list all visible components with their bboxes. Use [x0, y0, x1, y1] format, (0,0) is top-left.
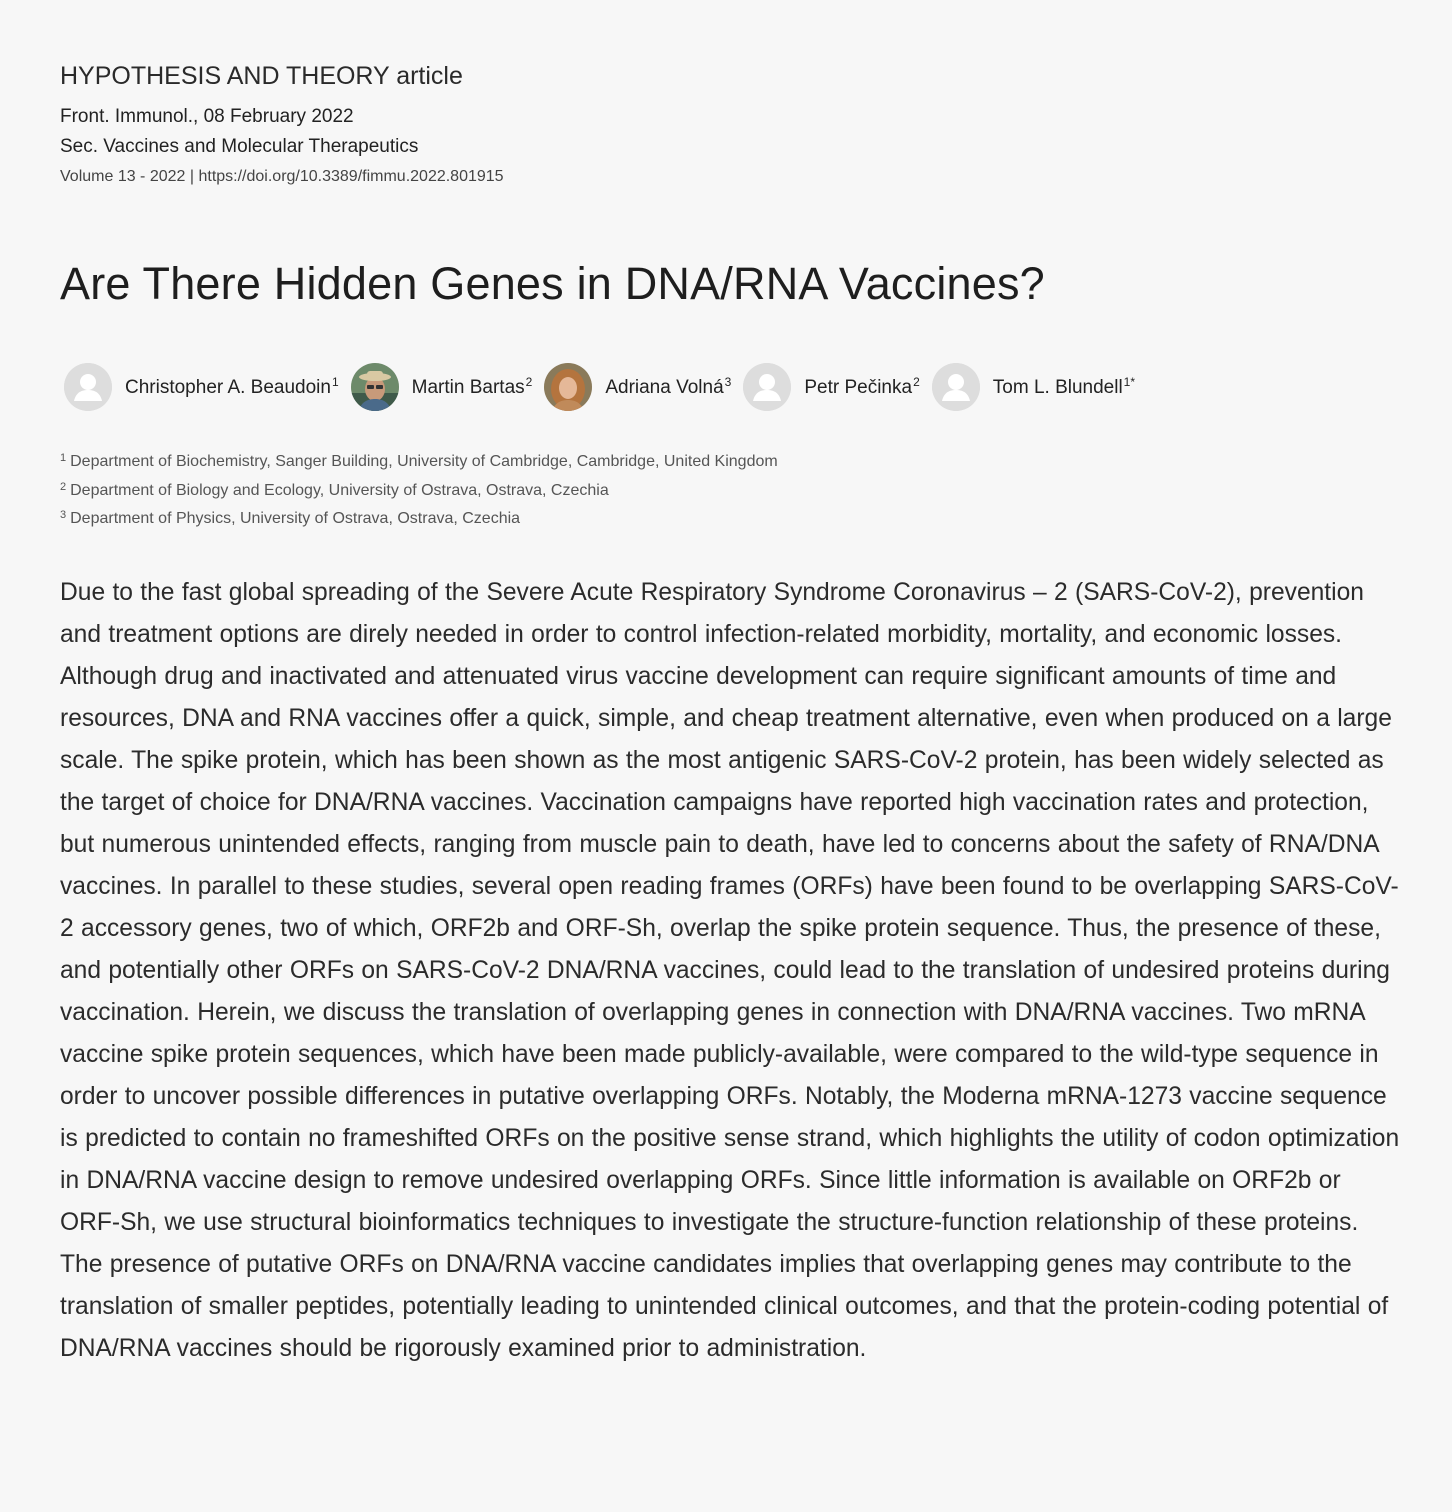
journal-date[interactable]: Front. Immunol., 08 February 2022	[60, 106, 354, 127]
photo-avatar	[544, 363, 592, 411]
author-name: Adriana Volná	[605, 377, 724, 398]
article-title: Are There Hidden Genes in DNA/RNA Vaccines?	[60, 258, 1045, 309]
author-name: Martin Bartas	[411, 377, 525, 398]
photo-avatar	[351, 363, 399, 411]
author-name: Petr Pečinka	[804, 377, 913, 398]
author-affil-sup: 2	[525, 375, 533, 389]
affiliation-text: Department of Biochemistry, Sanger Building, University of Cambridge, Cambridge, United Kingdom	[70, 453, 778, 470]
affiliation-item	[60, 475, 1405, 504]
affiliation-number: 2	[60, 480, 67, 493]
author-name: Christopher A. Beaudoin	[125, 377, 331, 398]
author-list	[64, 362, 1405, 412]
affiliation-list	[60, 446, 1405, 532]
affiliation-text: Department of Physics, University of Ostrava, Ostrava, Czechia	[70, 510, 521, 527]
author-pecinka[interactable]	[743, 363, 919, 411]
placeholder-avatar-icon	[743, 363, 791, 411]
author-affil-sup: 3	[724, 375, 732, 389]
author-affil-sup: 2	[913, 375, 920, 389]
article-header	[60, 58, 1405, 1370]
affiliation-number: 3	[60, 509, 67, 521]
author-blundell[interactable]	[932, 363, 1135, 411]
author-affil-sup: 1	[331, 375, 339, 389]
placeholder-avatar-icon	[932, 363, 980, 411]
author-beaudoin[interactable]	[64, 363, 339, 411]
placeholder-avatar-icon	[64, 363, 112, 411]
affiliation-item	[60, 446, 1405, 475]
article-type: HYPOTHESIS AND THEORY article	[60, 62, 463, 90]
journal-section[interactable]: Sec. Vaccines and Molecular Therapeutics	[60, 136, 419, 157]
abstract-text: Due to the fast global spreading of the Severe Acute Respiratory Syndrome Coronavirus – 2 (SARS-CoV-2), prevention and treatment options are direly needed in order to control infection-related morbidity, mortality, and economic losses. Although drug and inactivated and attenuated virus vaccine development can require significant amounts of time and resources, DNA and RNA vaccines offer a quick, simple, and cheap treatment alternative, even when produced on a large scale. The spike protein, which has been shown as the most antigenic SARS-CoV-2 protein, has been widely selected as the target of choice for DNA/RNA vaccines. Vaccination campaigns have reported high vaccination rates and protection, but numerous unintended effects, ranging from muscle pain to death, have led to concerns about the safety of RNA/DNA vaccines. In parallel to these studies, several open reading frames (ORFs) have been found to be overlapping SARS-CoV-2 accessory genes, two of which, ORF2b and ORF-Sh, overlap the spike protein sequence. Thus, the presence of these, and potentially other ORFs on SARS-CoV-2 DNA/RNA vaccines, could lead to the translation of undesired proteins during vaccination. Herein, we discuss the translation of overlapping genes in connection with DNA/RNA vaccines. Two mRNA vaccine spike protein sequences, which have been made publicly-available, were compared to the wild-type sequence in order to uncover possible differences in putative overlapping ORFs. Notably, the Moderna mRNA-1273 vaccine sequence is predicted to contain no frameshifted ORFs on the positive sense strand, which highlights the utility of codon optimization in DNA/RNA vaccine design to remove undesired overlapping ORFs. Since little information is available on ORF2b or ORF-Sh, we use structural bioinformatics techniques to investigate the structure-function relationship of these proteins. The presence of putative ORFs on DNA/RNA vaccine candidates implies that overlapping genes may contribute to the translation of smaller peptides, potentially leading to unintended clinical outcomes, and that the protein-coding potential of DNA/RNA vaccines should be rigorously examined prior to administration.	[60, 578, 1400, 1362]
volume-doi[interactable]: Volume 13 - 2022 | https://doi.org/10.3389/fimmu.2022.801915	[60, 168, 504, 185]
affiliation-item	[60, 503, 1405, 532]
affiliation-text: Department of Biology and Ecology, University of Ostrava, Ostrava, Czechia	[70, 481, 609, 499]
author-name: Tom L. Blundell	[992, 377, 1123, 398]
author-bartas[interactable]	[351, 363, 533, 411]
affiliation-number: 1	[60, 452, 67, 464]
author-affil-sup: 1*	[1123, 375, 1136, 389]
author-volna[interactable]	[544, 363, 731, 411]
